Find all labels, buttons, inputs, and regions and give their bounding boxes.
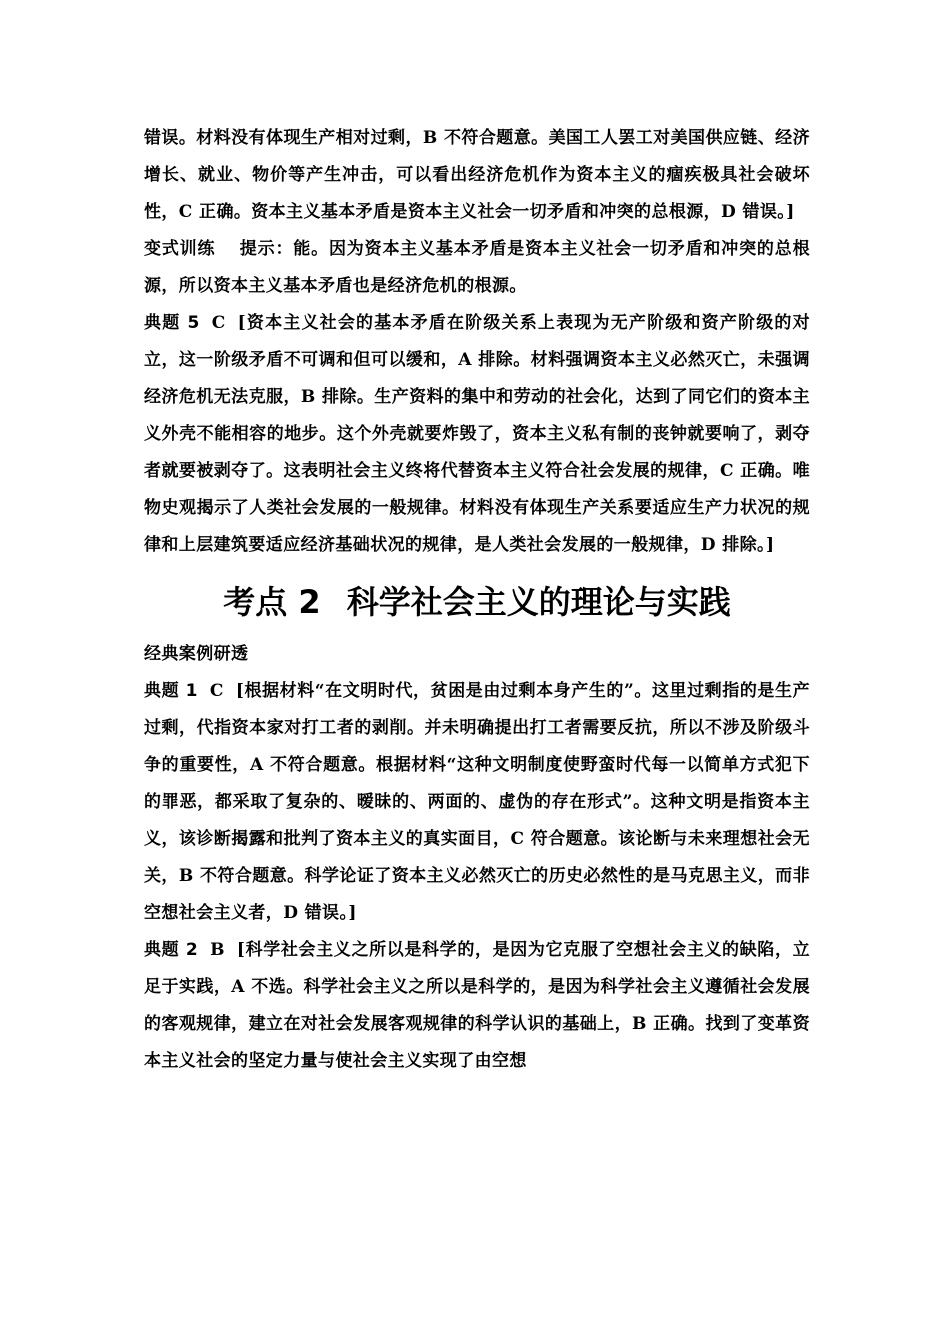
example-5-text: [资本主义社会的基本矛盾在阶级关系上表现为无产阶级和资产阶级的对立，这一阶级矛盾不可调和但可以缓和，A 排除。材料强调资本主义必然灭亡，未强调经济危机无法克服，B 排除。生产资料的集中和劳动的社会化，达到了同它们的资本主义外壳不能相容的地步。这个外壳就要炸毁了，资本主义私有制的丧钟就要响了，剥夺者就要被剥夺了。这表明社会主义终将代替资本主义符合社会发展的规律，C 正确。唯物史观揭示了人类社会发展的一般规律。材料没有体现生产关系要适应生产力状况的规律和上层建筑要适应经济基础状况的规律，是人类社会发展的一般规律，D 排除。] (144, 313, 810, 555)
variant-training-label: 变式训练 (144, 239, 216, 259)
example-1-answer: C (209, 681, 224, 701)
example-5-label: 典题 5 (144, 313, 200, 333)
section-heading (144, 574, 810, 630)
example-2-label: 典题 2 (144, 940, 199, 960)
example-1-paragraph (144, 673, 810, 932)
paragraph-continuation (144, 120, 810, 231)
variant-training-text: 提示：能。因为资本主义基本矛盾是资本主义社会一切矛盾和冲突的总根源，所以资本主义基本矛盾也是经济危机的根源。 (144, 239, 810, 296)
example-2-paragraph (144, 932, 810, 1080)
subsection-title: 经典案例研透 (144, 644, 249, 664)
section-heading-title: 科学社会主义的理论与实践 (346, 583, 731, 621)
example-1-text: [根据材料“在文明时代，贫困是由过剩本身产生的”。这里过剩指的是生产过剩，代指资本家对打工者的剥削。并未明确提出打工者需要反抗，所以不涉及阶级斗争的重要性，A 不符合题意。根据材料“这种文明制度使野蛮时代每一以简单方式犯下的罪恶，都采取了复杂的、暧昧的、两面的、虚伪的存在形式”。这种文明是指资本主义，该诊断揭露和批判了资本主义的真实面目，C 符合题意。该论断与未来理想社会无关，B 不符合题意。科学论证了资本主义必然灭亡的历史必然性的是马克思主义，而非空想社会主义者，D 错误。] (144, 681, 810, 923)
variant-training-paragraph (144, 231, 810, 305)
example-5-paragraph (144, 305, 810, 564)
example-2-answer: B (210, 940, 225, 960)
example-2-text: [科学社会主义之所以是科学的，是因为它克服了空想社会主义的缺陷，立足于实践，A 不选。科学社会主义之所以是科学的，是因为科学社会主义遵循社会发展的客观规律，建立在对社会发展客观规律的科学认识的基础上，B 正确。找到了变革资本主义社会的坚定力量与使社会主义实现了由空想 (144, 940, 810, 1071)
paragraph-continuation-text: 错误。材料没有体现生产相对过剩，B 不符合题意。美国工人罢工对美国供应链、经济增长、就业、物价等产生冲击，可以看出经济危机作为资本主义的痼疾极具社会破坏性，C 正确。资本主义基本矛盾是资本主义社会一切矛盾和冲突的总根源，D 错误。] (144, 128, 810, 222)
section-heading-number: 考点 2 (223, 583, 321, 621)
example-5-answer: C (211, 313, 226, 333)
document-page (144, 120, 810, 1080)
example-1-label: 典题 1 (144, 681, 198, 701)
